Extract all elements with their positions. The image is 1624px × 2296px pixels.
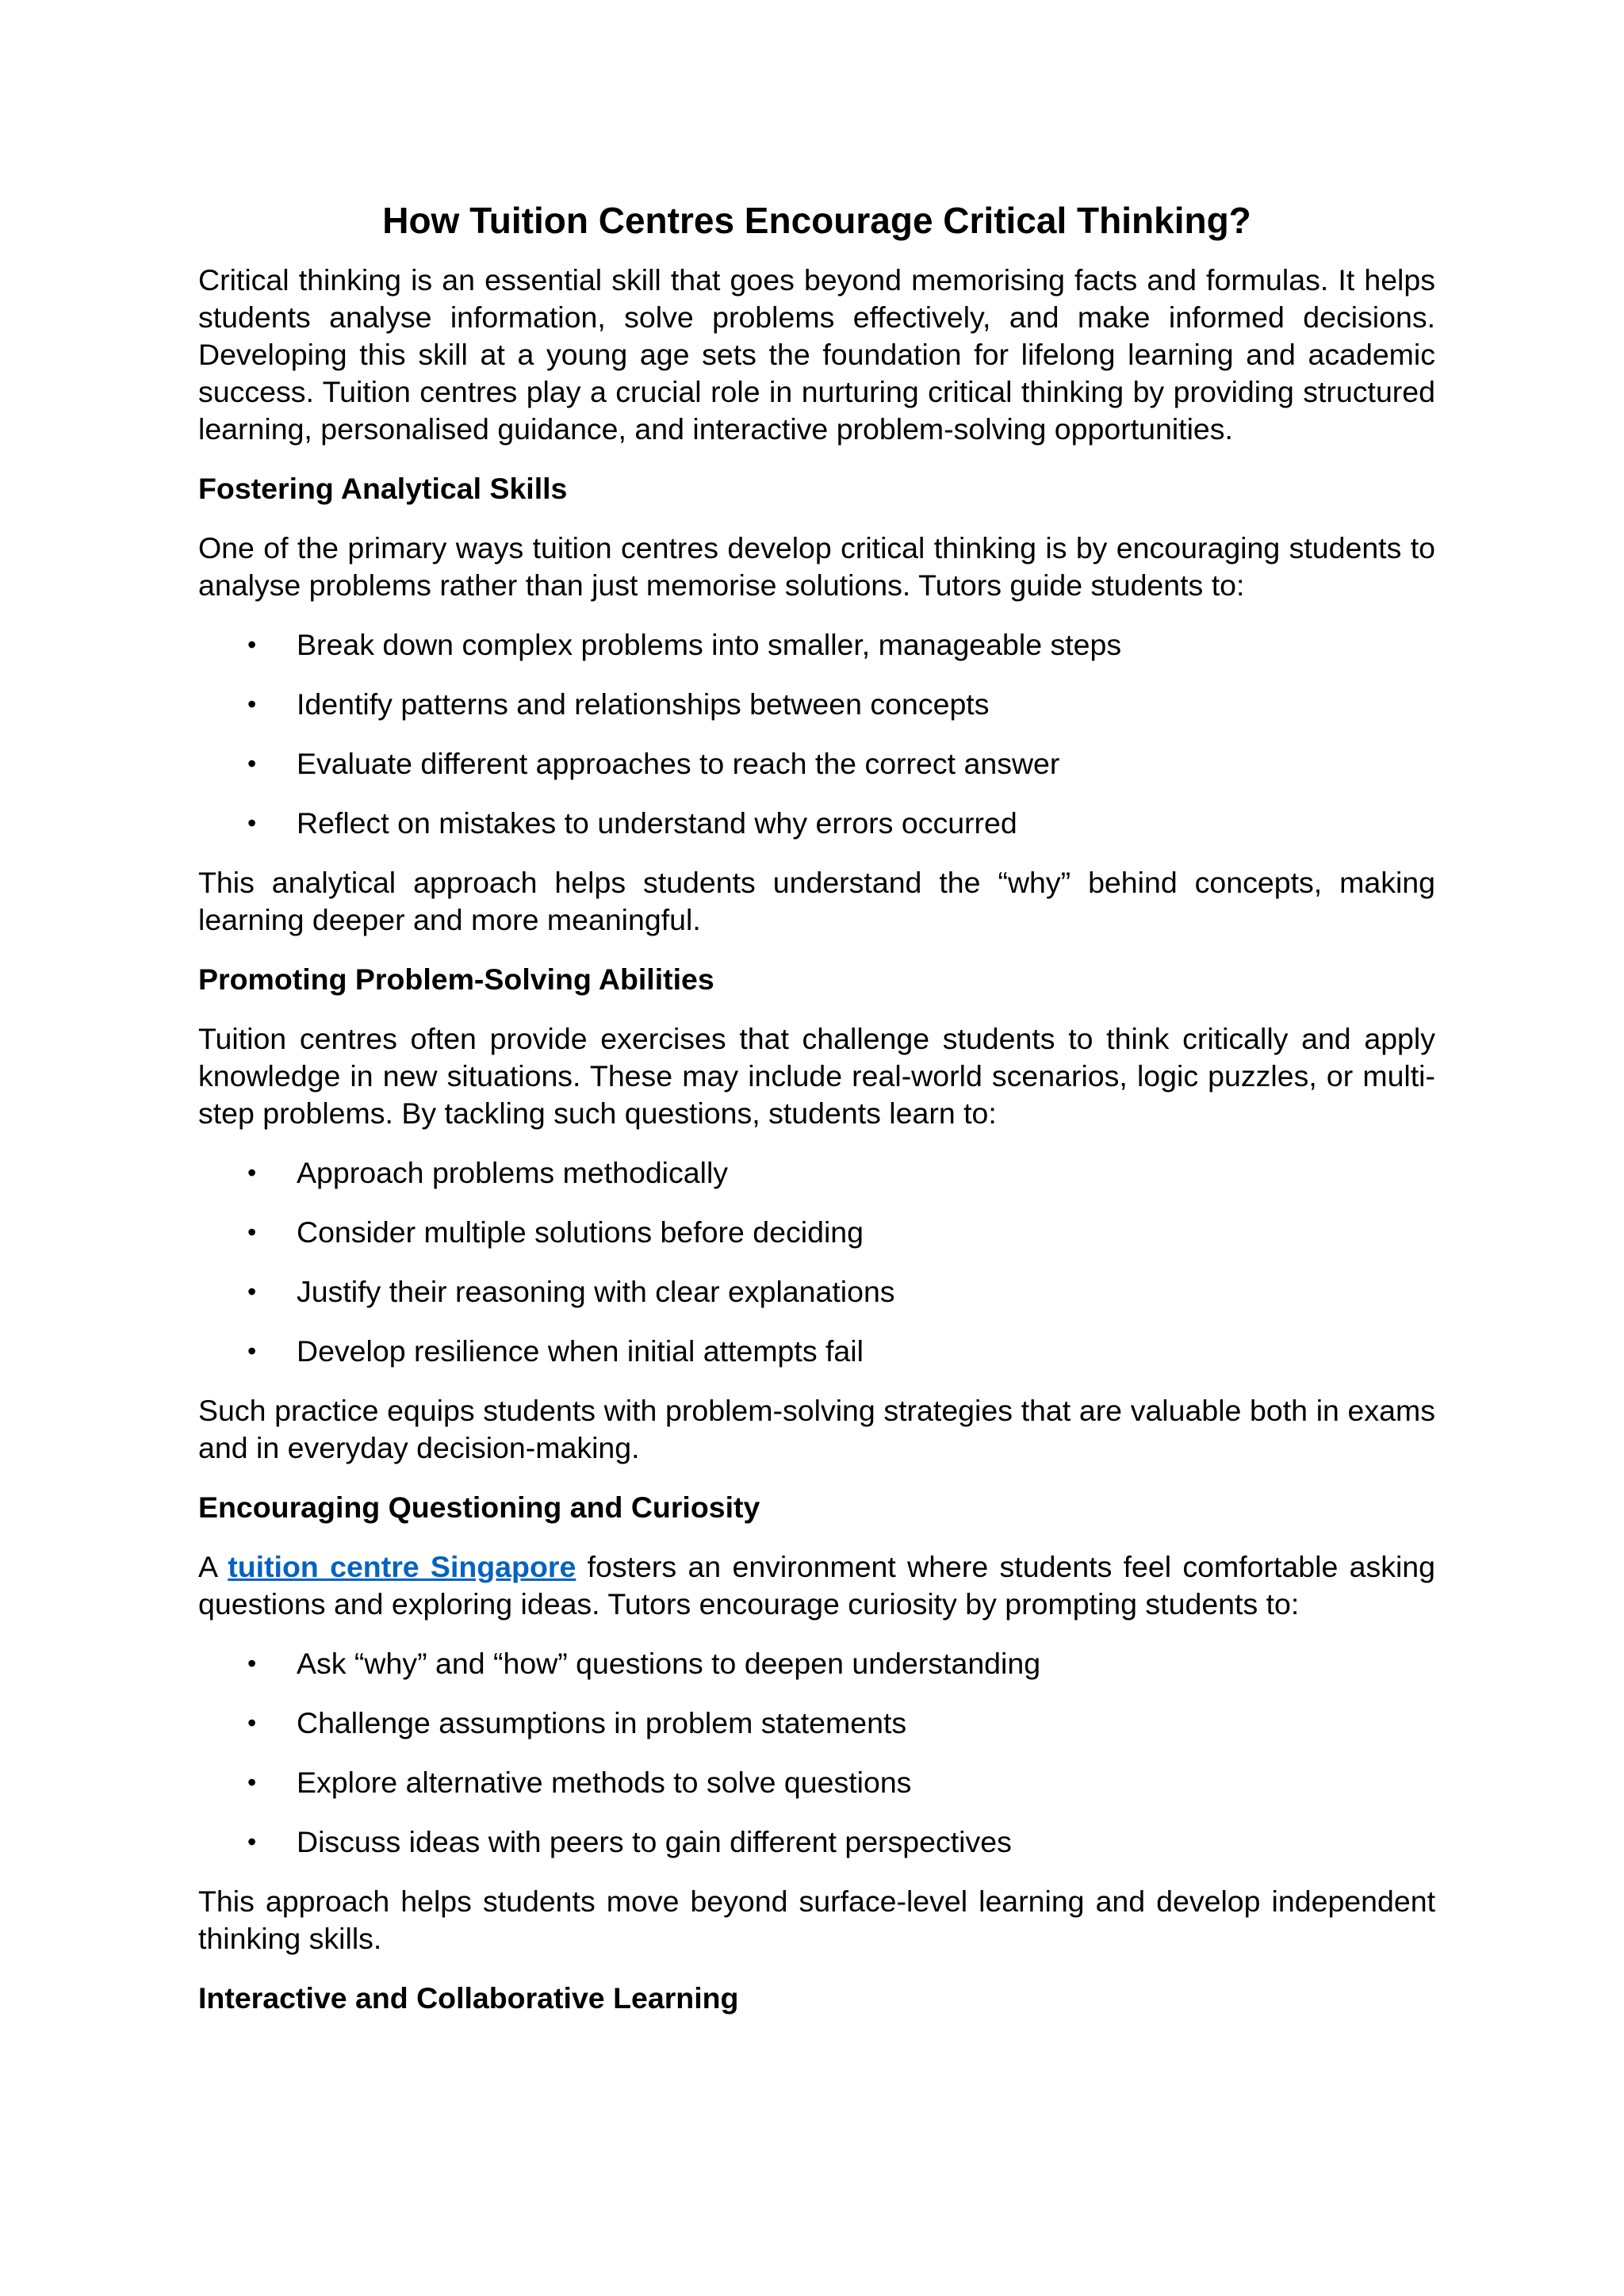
list-item-text: Discuss ideas with peers to gain different perspectives <box>297 1825 1012 1858</box>
list-item <box>198 745 1435 783</box>
section-lead-analytical-skills: One of the primary ways tuition centres develop critical thinking is by encouraging students to analyse problems rather than just memorise solutions. Tutors guide students to: <box>198 531 1435 602</box>
bullet-icon: • <box>247 690 257 718</box>
bullet-list-analytical-skills <box>198 626 1435 842</box>
bullet-icon: • <box>247 809 257 837</box>
bullet-list-questioning-curiosity <box>198 1645 1435 1861</box>
section-closing-questioning-curiosity: This approach helps students move beyond surface-level learning and develop independent thinking skills. <box>198 1885 1435 1955</box>
section-closing-problem-solving: Such practice equips students with problem-solving strategies that are valuable both in exams and in everyday decision-making. <box>198 1394 1435 1464</box>
lead-prefix-text: A <box>198 1550 228 1583</box>
bullet-icon: • <box>247 1709 257 1737</box>
bullet-icon: • <box>247 749 257 778</box>
list-item-text: Ask “why” and “how” questions to deepen understanding <box>297 1647 1041 1680</box>
list-item <box>198 1333 1435 1370</box>
bullet-icon: • <box>247 1768 257 1797</box>
list-item <box>198 686 1435 723</box>
section-closing-analytical-skills: This analytical approach helps students understand the “why” behind concepts, making learning deeper and more meaningful. <box>198 866 1435 936</box>
list-item <box>198 1645 1435 1682</box>
list-item-text: Explore alternative methods to solve questions <box>297 1766 912 1799</box>
section-lead-problem-solving: Tuition centres often provide exercises that challenge students to think critically and apply knowledge in new situations. These may include real-world scenarios, logic puzzles, or multi-step problems. By tackling such questions, students learn to: <box>198 1022 1435 1130</box>
list-item <box>198 1214 1435 1251</box>
list-item-text: Reflect on mistakes to understand why errors occurred <box>297 806 1017 840</box>
bullet-icon: • <box>247 1218 257 1246</box>
section-heading-problem-solving: Promoting Problem-Solving Abilities <box>198 962 714 996</box>
list-item <box>198 1764 1435 1801</box>
list-item-text: Justify their reasoning with clear explanations <box>297 1275 895 1308</box>
page-title: How Tuition Centres Encourage Critical Thinking? <box>382 200 1251 241</box>
list-item <box>198 626 1435 664</box>
list-item-text: Consider multiple solutions before deciding <box>297 1215 864 1249</box>
section-heading-analytical-skills: Fostering Analytical Skills <box>198 472 568 505</box>
list-item-text: Break down complex problems into smaller, manageable steps <box>297 628 1122 661</box>
document-page <box>198 198 1435 2039</box>
list-item <box>198 1823 1435 1861</box>
bullet-icon: • <box>247 1277 257 1306</box>
list-item-text: Evaluate different approaches to reach the correct answer <box>297 747 1060 780</box>
list-item <box>198 1705 1435 1742</box>
section-heading-questioning-curiosity: Encouraging Questioning and Curiosity <box>198 1490 760 1524</box>
section-heading-interactive-learning: Interactive and Collaborative Learning <box>198 1981 739 2015</box>
lead-suffix-text: fosters an environment where students feel comfortable asking questions and exploring ideas. Tutors encourage curiosity by prompting students to: <box>198 1550 1435 1621</box>
list-item <box>198 1154 1435 1192</box>
section-lead-questioning-curiosity <box>198 1548 1435 1623</box>
bullet-icon: • <box>247 1827 257 1856</box>
intro-paragraph: Critical thinking is an essential skill that goes beyond memorising facts and formulas. It helps students analyse information, solve problems effectively, and make informed decisions. Developing this skill at a young age sets the foundation for lifelong learning and academic success. Tuition centres play a crucial role in nurturing critical thinking by providing structured learning, personalised guidance, and interactive problem-solving opportunities. <box>198 263 1435 446</box>
list-item-text: Identify patterns and relationships between concepts <box>297 687 990 721</box>
bullet-icon: • <box>247 1158 257 1187</box>
list-item-text: Challenge assumptions in problem statements <box>297 1706 907 1739</box>
list-item-text: Approach problems methodically <box>297 1156 729 1189</box>
tuition-centre-singapore-link[interactable]: tuition centre Singapore <box>228 1550 576 1583</box>
bullet-icon: • <box>247 1649 257 1678</box>
list-item-text: Develop resilience when initial attempts fail <box>297 1334 864 1368</box>
list-item <box>198 1273 1435 1311</box>
bullet-list-problem-solving <box>198 1154 1435 1370</box>
bullet-icon: • <box>247 630 257 659</box>
list-item <box>198 805 1435 842</box>
bullet-icon: • <box>247 1337 257 1365</box>
